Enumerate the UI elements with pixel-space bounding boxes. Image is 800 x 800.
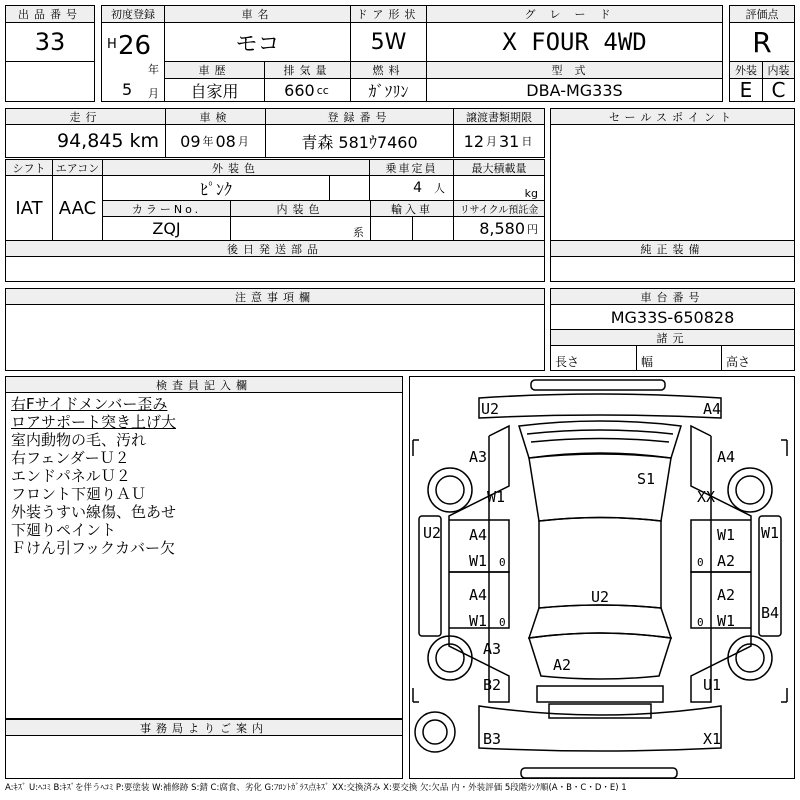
- import-cell-1: [370, 216, 413, 241]
- mark-door-rl-o: 0: [499, 616, 506, 629]
- note-line-1: 右Fサイドメンバー歪み: [11, 395, 168, 413]
- note-line-6: フロント下廻りＡＵ: [11, 485, 147, 503]
- seats-value: 4: [413, 180, 422, 196]
- score: R: [729, 22, 795, 62]
- exterior-color: ﾋﾟﾝｸ: [102, 175, 330, 201]
- color-no-label: カラーNo.: [102, 200, 231, 217]
- rear-gate: [537, 686, 663, 702]
- mark-quarter-left: B2: [483, 676, 502, 694]
- inspection-year: 09: [180, 131, 201, 151]
- transfer-day-unit: 日: [521, 135, 533, 148]
- max-load-unit: kg: [524, 187, 538, 200]
- note-line-5: エンドパネルＵ２: [11, 467, 131, 485]
- reg-month: 5: [122, 80, 133, 99]
- interior-grade: C: [762, 78, 795, 102]
- genuine-equipment-box: [550, 256, 795, 282]
- plate-number: 青森 581ｳ7460: [265, 124, 454, 158]
- shift-label: シフト: [5, 159, 53, 176]
- exterior-grade: E: [729, 78, 763, 102]
- mark-door-rl-w: W1: [469, 612, 488, 630]
- model-label: 型式: [426, 61, 723, 79]
- exterior-grade-label: 外装: [729, 61, 763, 79]
- transfer-month: 12: [463, 131, 484, 151]
- interior-color: [230, 216, 371, 241]
- mark-door-rr-o: 0: [697, 616, 704, 629]
- aircon: AAC: [52, 175, 103, 241]
- max-load-label: 最大積載量: [453, 159, 545, 176]
- car-diagram: [409, 376, 791, 788]
- front-bumper-outline: [479, 394, 721, 418]
- notes-box: [5, 304, 545, 371]
- recycle-fee: [453, 216, 545, 241]
- mark-door-fl-w: W1: [469, 552, 488, 570]
- reg-year-unit: 年: [148, 63, 159, 76]
- width-label: 幅: [636, 345, 722, 371]
- inspector-notes-list: [11, 395, 401, 557]
- front-bumper-shape: [531, 380, 665, 390]
- first-registration-box: [101, 22, 165, 102]
- later-parts-box: [5, 256, 545, 282]
- mark-door-fl-o: 0: [499, 556, 506, 569]
- seats-label: 乗車定員: [369, 159, 454, 176]
- mark-front-left: U2: [481, 400, 500, 418]
- interior-color-label: 内装色: [230, 200, 371, 217]
- history: 自家用: [164, 78, 265, 102]
- mark-door-fr-a: W1: [717, 526, 736, 544]
- office-notice-box: [5, 735, 403, 779]
- mark-door-rr-w: W1: [717, 612, 736, 630]
- mark-front-right: A4: [703, 400, 722, 418]
- mark-rear-glass: A2: [553, 656, 572, 674]
- reg-year: 26: [118, 31, 152, 61]
- notes-label: 注意事項欄: [5, 288, 545, 305]
- mark-rear-right: X1: [703, 730, 722, 748]
- chassis-label: 車台番号: [550, 288, 795, 305]
- fuel: ｶﾞｿﾘﾝ: [350, 78, 427, 102]
- mileage-unit: km: [129, 130, 159, 152]
- interior-color-unit: 系: [353, 226, 364, 239]
- exterior-color-code-box: [329, 175, 370, 201]
- mark-door-rr-a: A2: [717, 586, 736, 604]
- rear-bumper-outline: [479, 706, 721, 751]
- history-label: 車歴: [164, 61, 265, 79]
- lot-number-label: 出品番号: [5, 5, 95, 23]
- height-label: 高さ: [721, 345, 795, 371]
- mark-door-fr-b: A2: [717, 552, 736, 570]
- inspection-month-unit: 月: [237, 135, 249, 148]
- mark-fender-left-top: A3: [469, 448, 488, 466]
- office-notice-label: 事務局よりご案内: [5, 719, 403, 736]
- recycle-label: リサイクル預託金: [453, 200, 545, 217]
- max-load: [453, 175, 545, 201]
- score-label: 評価点: [729, 5, 795, 23]
- car-name: モコ: [164, 22, 351, 62]
- transfer-deadline-label: 譲渡書類期限: [453, 108, 545, 125]
- dimensions-label: 諸元: [550, 329, 795, 346]
- model: DBA-MG33S: [426, 78, 723, 102]
- color-no: ZQJ: [102, 216, 231, 241]
- displacement-label: 排気量: [264, 61, 351, 79]
- later-parts-label: 後日発送部品: [5, 240, 545, 257]
- genuine-equipment-label: 純正装備: [550, 240, 795, 257]
- displacement-value: 660: [284, 80, 315, 100]
- mark-fender-left-bottom: A3: [483, 640, 502, 658]
- door-type-label: ドア形状: [350, 5, 427, 23]
- inspection-date: [165, 124, 266, 158]
- mark-rear-left: B3: [483, 730, 502, 748]
- mileage-value: 94,845: [57, 130, 124, 152]
- note-line-8: 下廻りペイント: [11, 521, 117, 539]
- mark-door-fr-o: 0: [697, 556, 704, 569]
- rear-glass: [529, 633, 671, 679]
- first-registration-label: 初度登録: [101, 5, 165, 23]
- inspector-notes-label: 検査員記入欄: [5, 376, 403, 393]
- lot-blank-box: [5, 61, 95, 102]
- rear-bumper-shape: [521, 768, 677, 778]
- sales-point-label: セールスポイント: [550, 108, 795, 125]
- recycle-fee-unit: 円: [527, 222, 538, 236]
- recycle-fee-value: 8,580: [479, 219, 525, 238]
- mark-right-rear-side: B4: [761, 604, 780, 622]
- grade-label: グレード: [426, 5, 723, 23]
- shift: IAT: [5, 175, 53, 241]
- note-line-3: 室内動物の毛、汚れ: [11, 431, 147, 449]
- transfer-month-unit: 月: [486, 135, 497, 148]
- import-label: 輸入車: [370, 200, 454, 217]
- era: H: [107, 37, 117, 52]
- length-label: 長さ: [550, 345, 637, 371]
- mark-quarter-right: U1: [703, 676, 722, 694]
- mileage-label: 走行: [5, 108, 166, 125]
- seats: [369, 175, 454, 201]
- transfer-day: 31: [499, 131, 520, 151]
- mark-wheel-fl: W1: [487, 488, 506, 506]
- chassis-number: MG33S-650828: [550, 304, 795, 330]
- mark-center: U2: [591, 588, 610, 606]
- door-type: 5W: [350, 22, 427, 62]
- sales-point-box: [550, 124, 795, 241]
- car-name-label: 車名: [164, 5, 351, 23]
- inspection-month: 08: [215, 131, 236, 151]
- fuel-label: 燃料: [350, 61, 427, 79]
- aircon-label: エアコン: [52, 159, 103, 176]
- mileage: [5, 124, 166, 158]
- lot-number: 33: [5, 22, 95, 62]
- seats-unit: 人: [434, 182, 445, 195]
- note-line-2: ロアサポート突き上げ大: [11, 413, 177, 431]
- mark-side-right: W1: [761, 524, 780, 542]
- mark-roof: S1: [637, 470, 656, 488]
- note-line-9: Ｆけん引フックカバー欠: [11, 539, 175, 557]
- transfer-deadline: [453, 124, 545, 158]
- displacement-unit: cc: [316, 83, 329, 97]
- legend: A:ｷｽﾞ U:ﾍｺﾐ B:ｷｽﾞを伴うﾍｺﾐ P:要塗装 W:補修跡 S:錆 C:腐食、劣化 G:ﾌﾛﾝﾄｶﾞﾗｽ点ｷｽﾞ XX:交換済み X:要交換 欠:欠品 内・外装評価 5段階ﾗﾝｸ順(A・B・C・D・E) 1: [5, 783, 627, 793]
- mark-fender-right-top: A4: [717, 448, 736, 466]
- mark-side-left: U2: [423, 524, 442, 542]
- mark-door-rl-a: A4: [469, 586, 488, 604]
- interior-grade-label: 内装: [762, 61, 795, 79]
- displacement: [264, 78, 351, 102]
- note-line-7: 外装うすい線傷、色あせ: [11, 503, 177, 521]
- plate-label: 登録番号: [265, 108, 454, 125]
- mark-door-fl-a: A4: [469, 526, 488, 544]
- inspection-label: 車検: [165, 108, 266, 125]
- note-line-4: 右フェンダーＵ２: [11, 449, 130, 467]
- reg-month-unit: 月: [148, 87, 159, 100]
- exterior-color-label: 外装色: [102, 159, 370, 176]
- inspection-year-unit: 年: [202, 135, 214, 148]
- mark-wheel-fr: XX: [697, 488, 716, 506]
- grade: X FOUR 4WD: [426, 22, 723, 62]
- import-cell-2: [412, 216, 454, 241]
- rear-panel: [549, 704, 651, 718]
